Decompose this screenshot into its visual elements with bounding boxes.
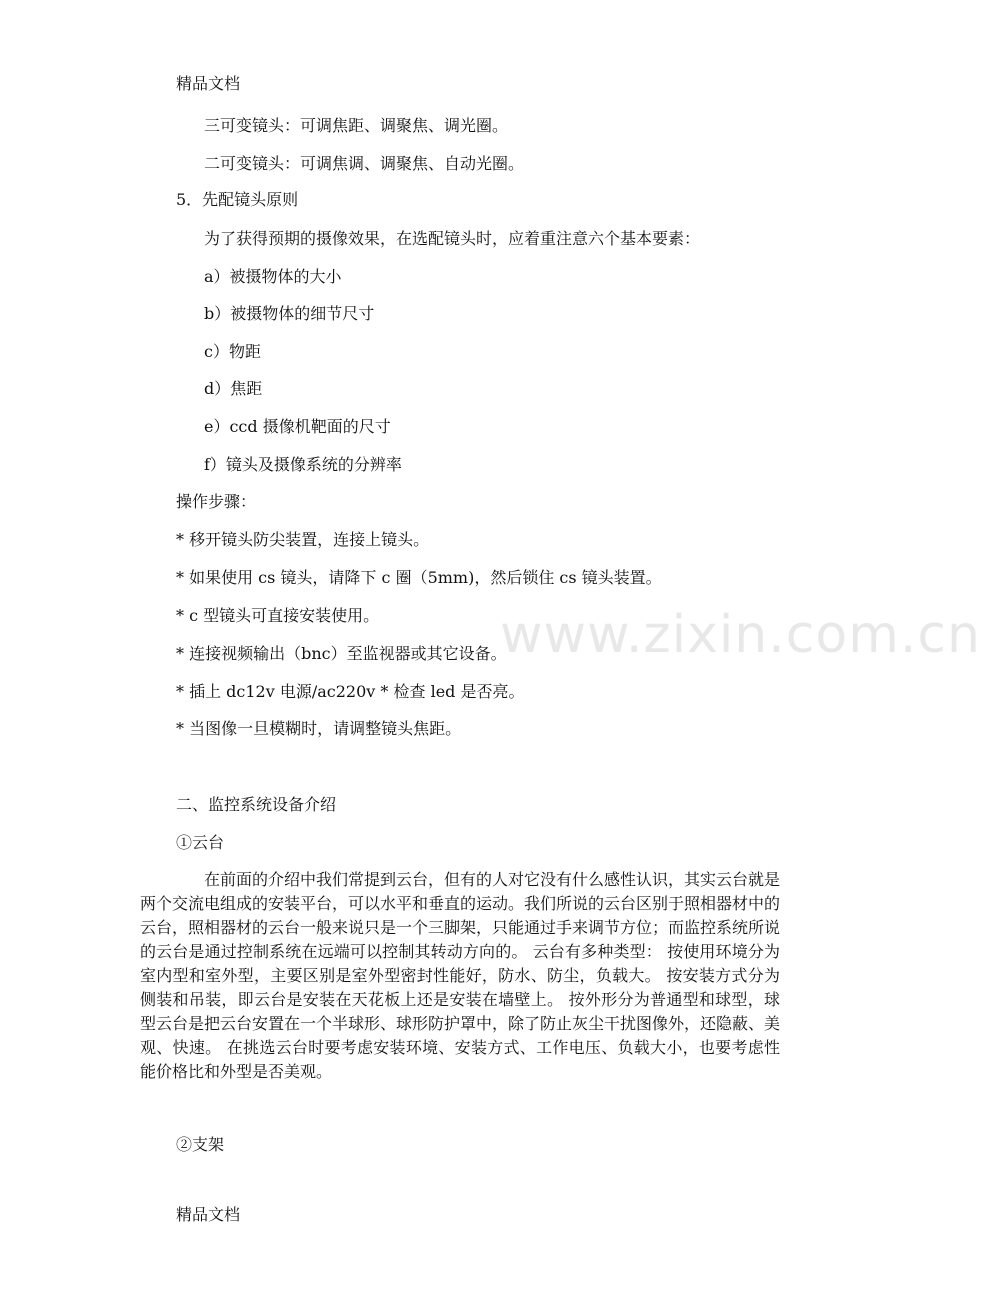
step-item: * 移开镜头防尖装置，连接上镜头。 (176, 530, 430, 549)
step-item: * 连接视频输出（bnc）至监视器或其它设备。 (176, 644, 507, 663)
lens-type-three-variable: 三可变镜头：可调焦距、调聚焦、调光圈。 (204, 116, 509, 135)
step-item: * 如果使用 cs 镜头，请降下 c 圈（5mm)，然后锁住 cs 镜头装置。 (176, 568, 662, 587)
subsection-pan-tilt: ①云台 (176, 833, 225, 852)
subsection-bracket: ②支架 (176, 1135, 225, 1154)
list-item: f）镜头及摄像系统的分辨率 (204, 455, 402, 474)
section2-title: 二、监控系统设备介绍 (176, 795, 337, 814)
step-item: * 插上 dc12v 电源/ac220v * 检查 led 是否亮。 (176, 682, 525, 701)
steps-title: 操作步骤： (176, 492, 257, 511)
page-header: 精品文档 (176, 74, 241, 93)
list-item: a）被摄物体的大小 (204, 267, 342, 286)
step-item: * c 型镜头可直接安装使用。 (176, 606, 380, 625)
section5-title: 5．先配镜头原则 (176, 190, 299, 209)
list-item: b）被摄物体的细节尺寸 (204, 304, 375, 323)
page-footer: 精品文档 (176, 1205, 241, 1224)
pan-tilt-paragraph: 在前面的介绍中我们常提到云台，但有的人对它没有什么感性认识，其实云台就是两个交流电组成的安装平台，可以水平和垂直的运动。我们所说的云台区别于照相器材中的云台，照相器材的云台一般来说只是一个三脚架，只能通过手来调节方位；而监控系统所说的云台是通过控制系统在远端可以控制其转动方向的。 云台有多种类型： 按使用环境分为室内型和室外型，主要区别是室外型密封性能好，防水、防尘，负载大。 按安装方式分为侧装和吊装，即云台是安装在天花板上还是安装在墙壁上。 按外形分为普通型和球型，球型云台是把云台安置在一个半球形、球形防护罩中，除了防止灰尘干扰图像外，还隐蔽、美观、快速。 在挑选云台时要考虑安装环境、安装方式、工作电压、负载大小，也要考虑性能价格比和外型是否美观。 (140, 870, 781, 1081)
list-item: c）物距 (204, 342, 261, 361)
lens-type-two-variable: 二可变镜头：可调焦调、调聚焦、自动光圈。 (204, 154, 525, 173)
section5-intro: 为了获得预期的摄像效果，在选配镜头时，应着重注意六个基本要素： (204, 229, 701, 248)
list-item: d）焦距 (204, 379, 263, 398)
site-watermark: www.zixin.com.cn (500, 605, 981, 665)
step-item: * 当图像一旦模糊时，请调整镜头焦距。 (176, 719, 462, 738)
list-item: e）ccd 摄像机靶面的尺寸 (204, 417, 391, 436)
